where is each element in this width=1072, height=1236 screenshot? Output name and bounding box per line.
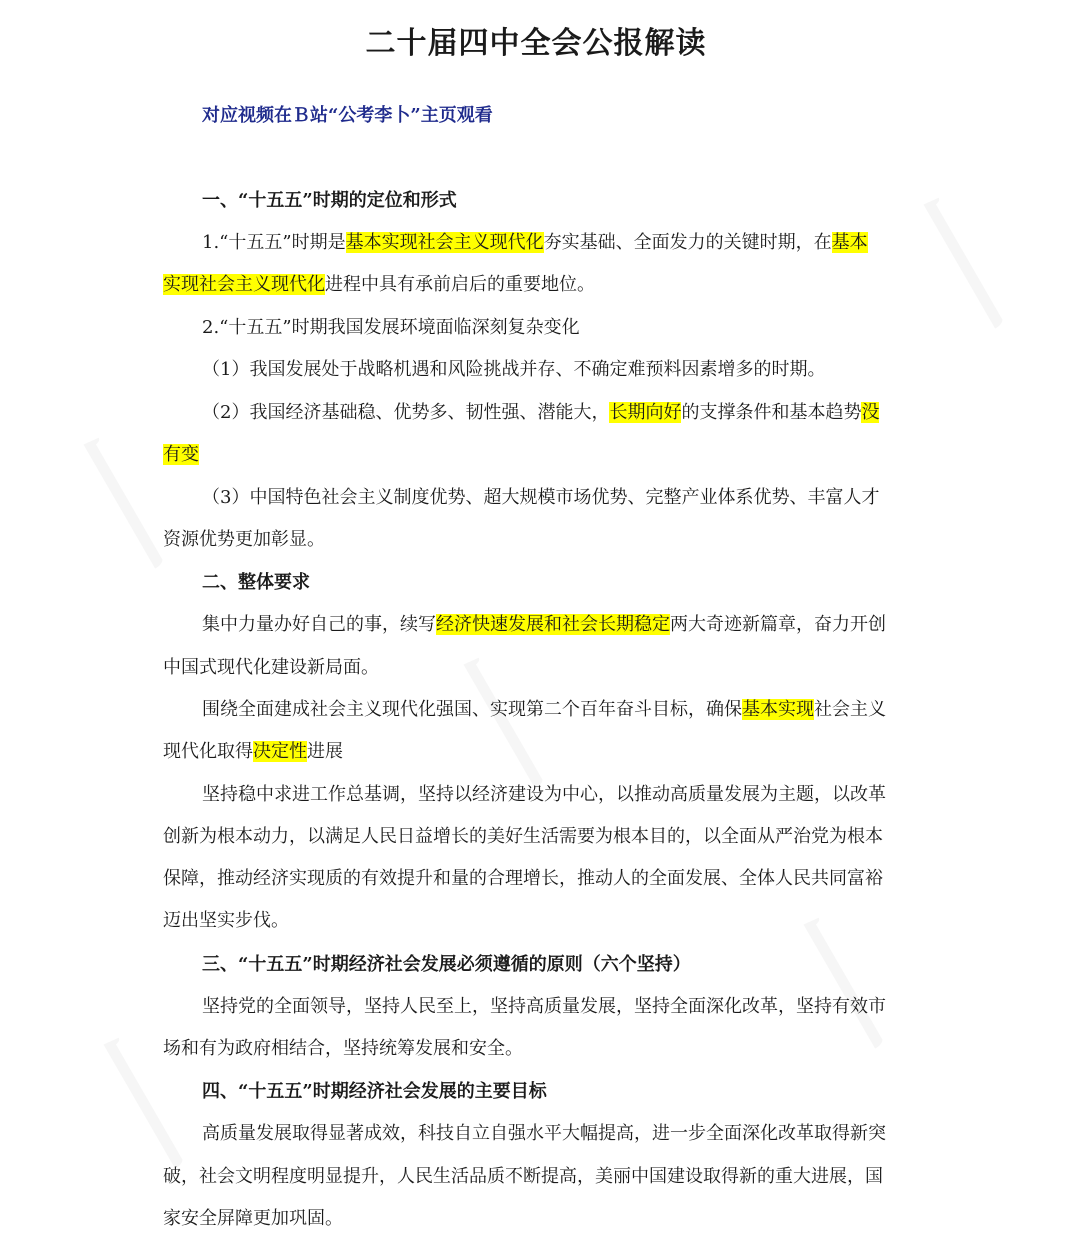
highlight: 长期向好 <box>609 402 682 423</box>
text: 进展 <box>307 741 343 762</box>
section-1-item-2-line-2 <box>163 443 199 467</box>
text: 1.“十五五”时期是 <box>202 232 346 253</box>
highlight: 决定性 <box>253 741 307 762</box>
section-2-para-1-line-2: 中国式现代化建设新局面。 <box>163 657 379 678</box>
text: 的支撑条件和基本趋势 <box>681 402 862 423</box>
highlight: 基本实现社会主义现代化 <box>345 232 544 253</box>
section-1-item-3-line-2: 资源优势更加彰显。 <box>163 529 325 550</box>
text: 进程中具有承前启后的重要地位。 <box>325 274 595 295</box>
text: 集中力量办好自己的事，续写 <box>202 614 436 635</box>
section-4-para-line-3: 家安全屏障更加巩固。 <box>163 1208 343 1229</box>
text: 夯实基础、全面发力的关键时期，在 <box>543 232 832 253</box>
section-4-para-line-2: 破，社会文明程度明显提升，人民生活品质不断提高，美丽中国建设取得新的重大进展，国 <box>163 1166 883 1187</box>
section-1-para-2: 2.“十五五”时期我国发展环境面临深刻复杂变化 <box>202 317 580 338</box>
text: 围绕全面建成社会主义现代化强国、实现第二个百年奋斗目标，确保 <box>202 699 742 720</box>
section-2-para-3-line-3: 保障，推动经济实现质的有效提升和量的合理增长，推动人的全面发展、全体人民共同富裕 <box>163 868 883 889</box>
highlight: 没 <box>861 402 880 423</box>
section-2-para-3-line-4: 迈出坚实步伐。 <box>163 910 289 931</box>
highlight: 实现社会主义现代化 <box>163 274 325 295</box>
section-2-para-3-line-1: 坚持稳中求进工作总基调，坚持以经济建设为中心，以推动高质量发展为主题，以改革 <box>202 784 886 805</box>
highlight: 经济快速发展和社会长期稳定 <box>436 614 670 635</box>
section-3-heading: 三、“十五五”时期经济社会发展必须遵循的原则（六个坚持） <box>202 954 691 975</box>
section-4-para-line-1: 高质量发展取得显著成效，科技自立自强水平大幅提高，进一步全面深化改革取得新突 <box>202 1123 886 1144</box>
section-1-para-1-line-2 <box>163 273 595 297</box>
text: 两大奇迹新篇章，奋力开创 <box>670 614 886 635</box>
text: 社会主义 <box>814 699 886 720</box>
highlight: 有变 <box>163 444 199 465</box>
section-2-para-2-line-2 <box>163 740 343 764</box>
section-4-heading: 四、“十五五”时期经济社会发展的主要目标 <box>202 1081 547 1102</box>
page-title: 二十届四中全会公报解读 <box>365 26 707 61</box>
highlight: 基本实现 <box>742 699 814 720</box>
section-1-para-1-line-1 <box>202 231 868 255</box>
highlight: 基本 <box>831 232 868 253</box>
section-3-para-line-1: 坚持党的全面领导，坚持人民至上，坚持高质量发展，坚持全面深化改革，坚持有效市 <box>202 996 886 1017</box>
section-1-item-3-line-1: （3）中国特色社会主义制度优势、超大规模市场优势、完整产业体系优势、丰富人才 <box>202 487 880 508</box>
video-note: 对应视频在Ｂ站“公考李卜”主页观看 <box>202 105 493 126</box>
text: （2）我国经济基础稳、优势多、韧性强、潜能大， <box>202 402 610 423</box>
section-2-heading: 二、整体要求 <box>202 572 310 593</box>
section-1-item-2-line-1 <box>202 401 879 425</box>
section-2-para-2-line-1 <box>202 698 886 722</box>
section-2-para-3-line-2: 创新为根本动力，以满足人民日益增长的美好生活需要为根本目的，以全面从严治党为根本 <box>163 826 883 847</box>
section-3-para-line-2: 场和有为政府相结合，坚持统筹发展和安全。 <box>163 1038 523 1059</box>
section-1-item-1: （1）我国发展处于战略机遇和风险挑战并存、不确定难预料因素增多的时期。 <box>202 359 826 380</box>
section-1-heading: 一、“十五五”时期的定位和形式 <box>202 190 457 211</box>
text: 现代化取得 <box>163 741 253 762</box>
section-2-para-1-line-1 <box>202 613 886 637</box>
